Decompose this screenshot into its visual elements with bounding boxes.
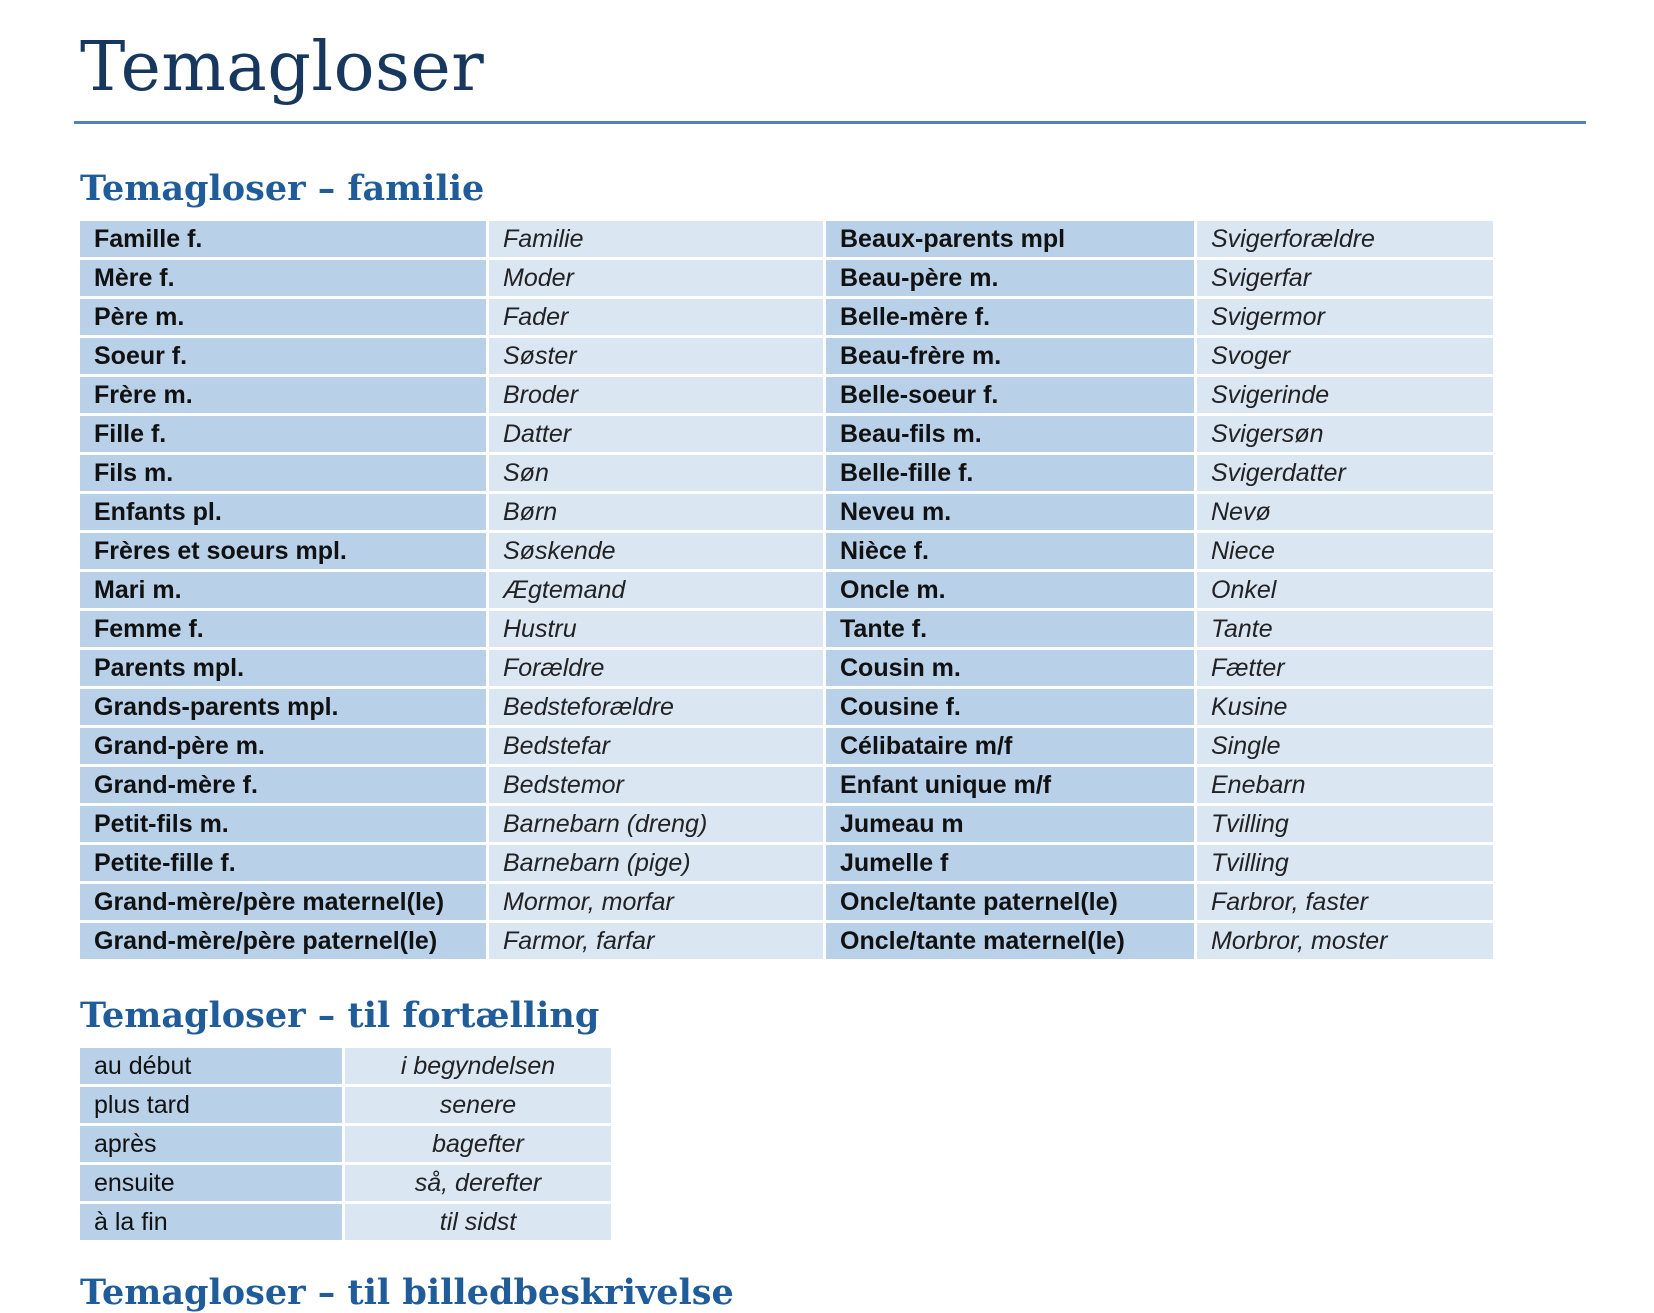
french-term: Famille f.	[80, 221, 486, 257]
danish-translation: Familie	[489, 221, 823, 257]
danish-translation: Mormor, morfar	[489, 884, 823, 920]
french-term: Femme f.	[80, 611, 486, 647]
danish-translation: Bedstemor	[489, 767, 823, 803]
table-row	[80, 1048, 611, 1084]
title-underline	[74, 121, 1586, 124]
danish-translation: Barnebarn (dreng)	[489, 806, 823, 842]
french-term: Belle-mère f.	[826, 299, 1194, 335]
danish-translation: senere	[345, 1087, 611, 1123]
french-term: Fils m.	[80, 455, 486, 491]
table-row	[80, 923, 1493, 959]
danish-translation: i begyndelsen	[345, 1048, 611, 1084]
danish-translation: Svigerforældre	[1197, 221, 1493, 257]
danish-translation: Nevø	[1197, 494, 1493, 530]
danish-translation: Fader	[489, 299, 823, 335]
french-term: au début	[80, 1048, 342, 1084]
table-row	[80, 728, 1493, 764]
french-term: Grands-parents mpl.	[80, 689, 486, 725]
danish-translation: Søskende	[489, 533, 823, 569]
table-row	[80, 533, 1493, 569]
french-term: Frères et soeurs mpl.	[80, 533, 486, 569]
danish-translation: Tvilling	[1197, 806, 1493, 842]
danish-translation: Forældre	[489, 650, 823, 686]
french-term: Cousine f.	[826, 689, 1194, 725]
danish-translation: Svoger	[1197, 338, 1493, 374]
table-row	[80, 650, 1493, 686]
table-row	[80, 221, 1493, 257]
french-term: plus tard	[80, 1087, 342, 1123]
danish-translation: Barnebarn (pige)	[489, 845, 823, 881]
french-term: à la fin	[80, 1204, 342, 1240]
danish-translation: Tante	[1197, 611, 1493, 647]
danish-translation: Ægtemand	[489, 572, 823, 608]
danish-translation: til sidst	[345, 1204, 611, 1240]
french-term: Petite-fille f.	[80, 845, 486, 881]
danish-translation: Datter	[489, 416, 823, 452]
danish-translation: Farbror, faster	[1197, 884, 1493, 920]
french-term: Père m.	[80, 299, 486, 335]
table-row	[80, 884, 1493, 920]
danish-translation: Kusine	[1197, 689, 1493, 725]
french-term: Enfant unique m/f	[826, 767, 1194, 803]
french-term: Belle-fille f.	[826, 455, 1194, 491]
table-row	[80, 377, 1493, 413]
french-term: Soeur f.	[80, 338, 486, 374]
french-term: Oncle/tante paternel(le)	[826, 884, 1194, 920]
page-title: Temagloser	[80, 28, 485, 107]
french-term: Cousin m.	[826, 650, 1194, 686]
table-row	[80, 416, 1493, 452]
table-row	[80, 299, 1493, 335]
french-term: Parents mpl.	[80, 650, 486, 686]
table-row	[80, 845, 1493, 881]
french-term: Mari m.	[80, 572, 486, 608]
french-term: après	[80, 1126, 342, 1162]
french-term: Frère m.	[80, 377, 486, 413]
danish-translation: Svigersøn	[1197, 416, 1493, 452]
french-term: ensuite	[80, 1165, 342, 1201]
danish-translation: Hustru	[489, 611, 823, 647]
french-term: Nièce f.	[826, 533, 1194, 569]
table-row	[80, 806, 1493, 842]
table-row	[80, 611, 1493, 647]
french-term: Beau-père m.	[826, 260, 1194, 296]
french-term: Jumeau m	[826, 806, 1194, 842]
storytelling-vocabulary-table	[77, 1045, 614, 1243]
table-row	[80, 1126, 611, 1162]
french-term: Enfants pl.	[80, 494, 486, 530]
french-term: Petit-fils m.	[80, 806, 486, 842]
french-term: Tante f.	[826, 611, 1194, 647]
french-term: Belle-soeur f.	[826, 377, 1194, 413]
family-vocabulary-table	[77, 218, 1496, 962]
danish-translation: bagefter	[345, 1126, 611, 1162]
danish-translation: Tvilling	[1197, 845, 1493, 881]
table-row	[80, 572, 1493, 608]
french-term: Mère f.	[80, 260, 486, 296]
danish-translation: så, derefter	[345, 1165, 611, 1201]
table-row	[80, 767, 1493, 803]
danish-translation: Morbror, moster	[1197, 923, 1493, 959]
danish-translation: Svigermor	[1197, 299, 1493, 335]
danish-translation: Søn	[489, 455, 823, 491]
danish-translation: Svigerfar	[1197, 260, 1493, 296]
french-term: Fille f.	[80, 416, 486, 452]
french-term: Grand-père m.	[80, 728, 486, 764]
french-term: Jumelle f	[826, 845, 1194, 881]
danish-translation: Bedsteforældre	[489, 689, 823, 725]
section-heading-picture-description: Temagloser – til billedbeskrivelse	[80, 1272, 734, 1313]
french-term: Grand-mère/père maternel(le)	[80, 884, 486, 920]
danish-translation: Søster	[489, 338, 823, 374]
table-row	[80, 689, 1493, 725]
french-term: Beau-fils m.	[826, 416, 1194, 452]
table-row	[80, 1165, 611, 1201]
section-heading-storytelling: Temagloser – til fortælling	[80, 995, 600, 1036]
danish-translation: Børn	[489, 494, 823, 530]
french-term: Oncle m.	[826, 572, 1194, 608]
french-term: Oncle/tante maternel(le)	[826, 923, 1194, 959]
table-row	[80, 455, 1493, 491]
danish-translation: Broder	[489, 377, 823, 413]
danish-translation: Bedstefar	[489, 728, 823, 764]
danish-translation: Niece	[1197, 533, 1493, 569]
danish-translation: Single	[1197, 728, 1493, 764]
danish-translation: Fætter	[1197, 650, 1493, 686]
french-term: Grand-mère/père paternel(le)	[80, 923, 486, 959]
danish-translation: Onkel	[1197, 572, 1493, 608]
table-row	[80, 1087, 611, 1123]
danish-translation: Svigerinde	[1197, 377, 1493, 413]
danish-translation: Farmor, farfar	[489, 923, 823, 959]
danish-translation: Moder	[489, 260, 823, 296]
french-term: Beau-frère m.	[826, 338, 1194, 374]
table-row	[80, 338, 1493, 374]
french-term: Beaux-parents mpl	[826, 221, 1194, 257]
table-row	[80, 260, 1493, 296]
french-term: Neveu m.	[826, 494, 1194, 530]
french-term: Célibataire m/f	[826, 728, 1194, 764]
section-heading-family: Temagloser – familie	[80, 168, 485, 209]
danish-translation: Enebarn	[1197, 767, 1493, 803]
table-row	[80, 494, 1493, 530]
danish-translation: Svigerdatter	[1197, 455, 1493, 491]
french-term: Grand-mère f.	[80, 767, 486, 803]
table-row	[80, 1204, 611, 1240]
